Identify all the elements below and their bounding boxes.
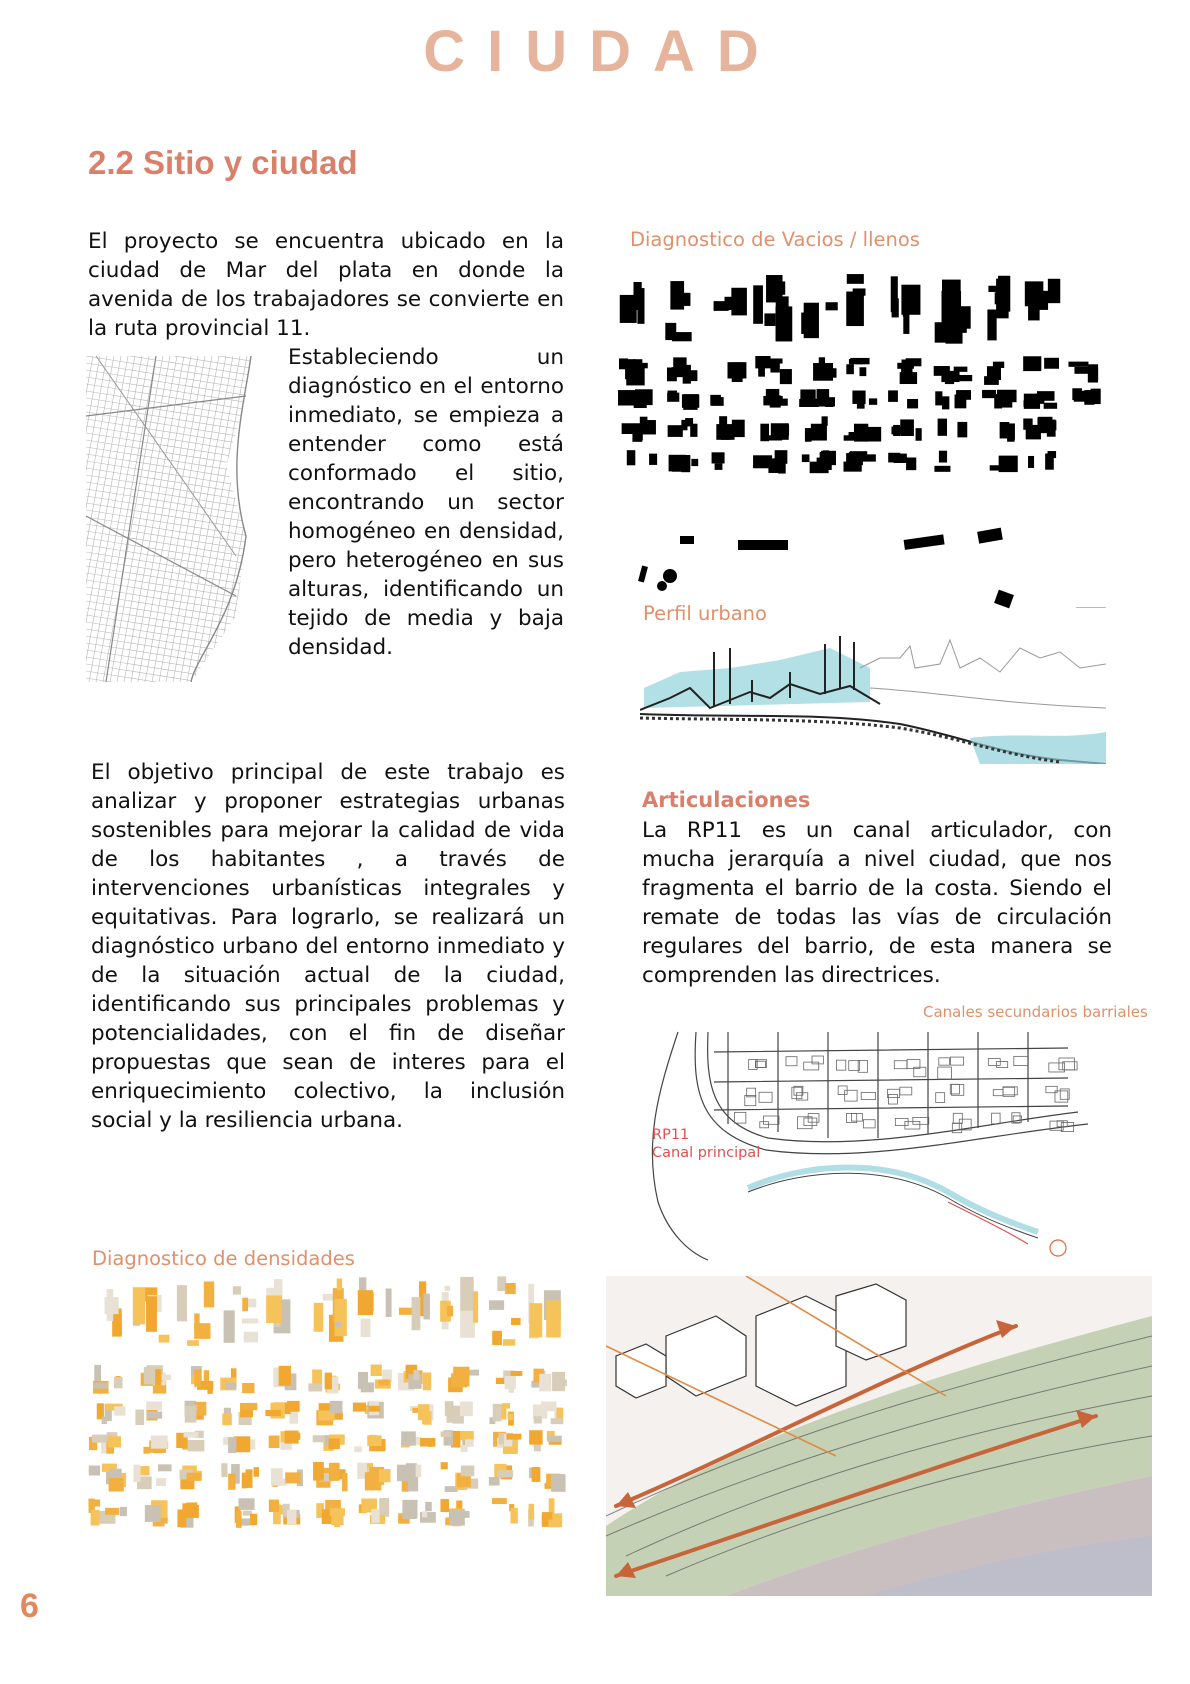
- urban-profile-sketch: [640, 628, 1106, 764]
- label-rp11: [652, 1126, 760, 1162]
- page-header-title: CIUDAD: [423, 19, 781, 84]
- density-diagram: [88, 1276, 584, 1544]
- caption-perfil-urbano: Perfil urbano: [643, 602, 767, 625]
- articulation-sketch: [606, 1276, 1152, 1596]
- articulaciones-paragraph: La RP11 es un canal articulador, con mucha jerarquía a nivel ciudad, que nos fragmenta el barrio de la costa. Siendo el remate de todas las vías de circulación regulares del barrio, de esta manera se comprenden las directrices.: [642, 818, 1112, 988]
- caption-vacios-llenos: Diagnostico de Vacios / llenos: [630, 228, 920, 251]
- label-canal-principal: Canal principal: [652, 1145, 761, 1161]
- city-map-image: [86, 356, 276, 682]
- figure-ground-diagram: [618, 274, 1144, 624]
- intro-paragraph: El proyecto se encuentra ubicado en la ciudad de Mar del plata en donde la avenida de los trabajadores se convierte en la ruta provincial 11.: [88, 229, 564, 341]
- label-canales-secundarios: Canales secundarios barriales: [923, 1003, 1148, 1021]
- objective-paragraph: El objetivo principal de este trabajo es analizar y proponer estrategias urbanas sostenibles para mejorar la calidad de vida de los habitantes , a través de intervenciones urbanísticas integrales y equitativas. Para lograrlo, se realizará un diagnóstico urbano del entorno inmediato y de la situación actual de la ciudad, identificando sus principales problemas y potencialidades, con el fin de diseñar propuestas que sean de interes para el enriquecimiento colectivo, la inclusión social y la resiliencia urbana.: [91, 760, 565, 1133]
- diagnosis-paragraph: Estableciendo un diagnóstico en el entorno inmediato, se empieza a entender como está conformado el sitio, encontrando un sector homogéneo en densidad, pero heterogéneo en sus alturas, identificando un tejido de media y baja densidad.: [288, 345, 564, 660]
- page-number: 6: [20, 1587, 39, 1625]
- articulaciones-title: Articulaciones: [642, 788, 811, 812]
- caption-densidades: Diagnostico de densidades: [92, 1247, 355, 1270]
- label-rp11-name: RP11: [652, 1127, 690, 1143]
- section-title: 2.2 Sitio y ciudad: [88, 144, 358, 181]
